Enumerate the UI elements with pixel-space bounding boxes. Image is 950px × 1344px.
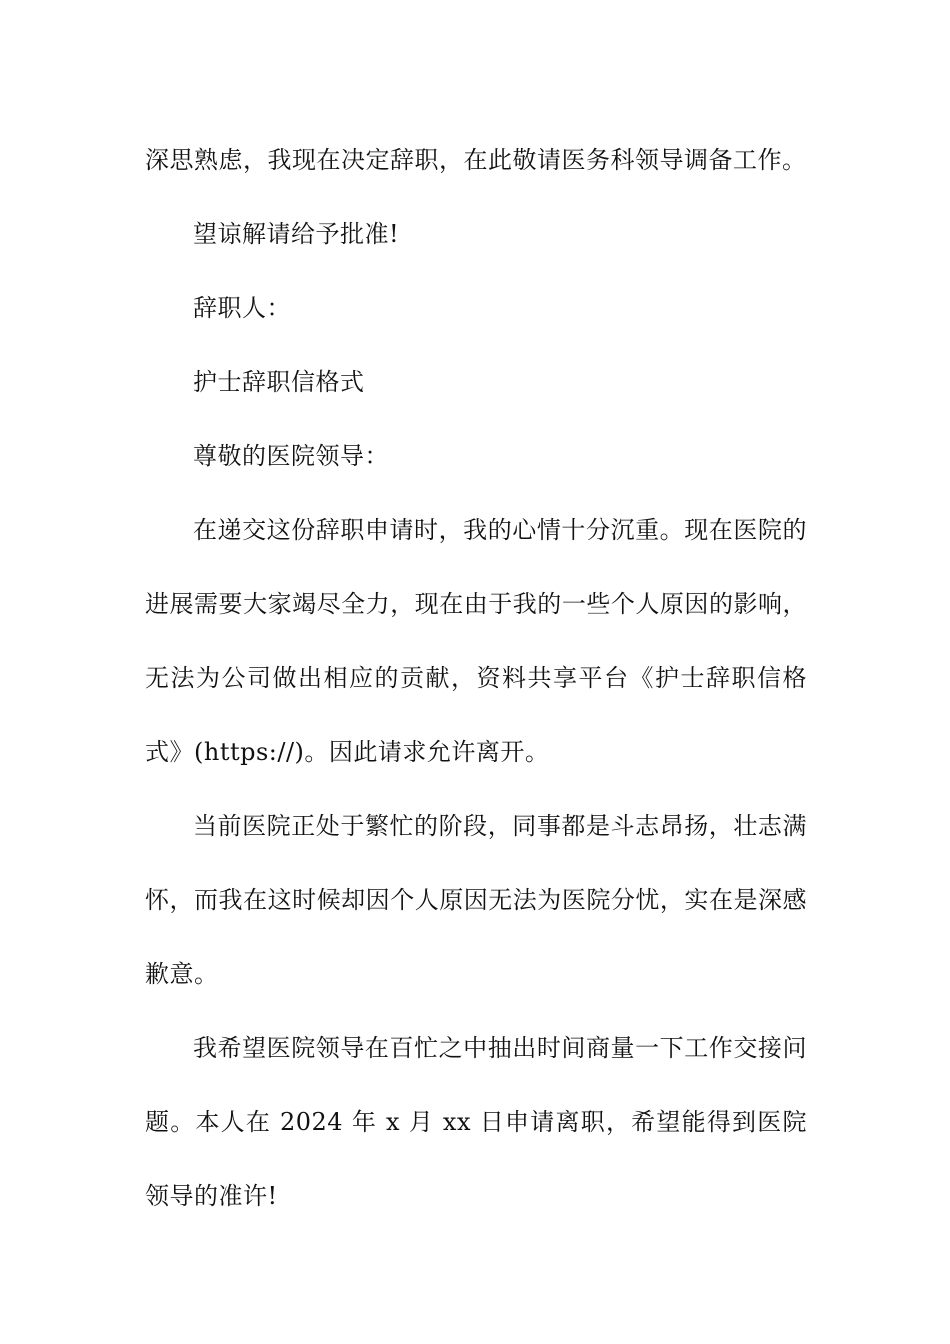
paragraph-reason: 在递交这份辞职申请时，我的心情十分沉重。现在医院的进展需要大家竭尽全力，现在由于我的一些个人原因的影响，无法为公司做出相应的贡献，资料共享平台《护士辞职信格式》(https://)。因此请求允许离开。 [145,516,807,766]
salutation: 尊敬的医院领导： [193,442,389,470]
section-title: 护士辞职信格式 [193,368,365,396]
paragraph-request-approval: 望谅解请给予批准! [193,220,400,248]
document-body [145,123,807,1233]
paragraph-signature-label: 辞职人： [193,294,291,322]
paragraph-apology: 当前医院正处于繁忙的阶段，同事都是斗志昂扬，壮志满怀，而我在这时候却因个人原因无法为医院分忧，实在是深感歉意。 [145,812,807,988]
paragraph-handover: 我希望医院领导在百忙之中抽出时间商量一下工作交接问题。本人在 2024 年 x 月 xx 日申请离职，希望能得到医院领导的准许! [145,1034,807,1210]
paragraph-continuation: 深思熟虑，我现在决定辞职，在此敬请医务科领导调备工作。 [145,146,807,174]
